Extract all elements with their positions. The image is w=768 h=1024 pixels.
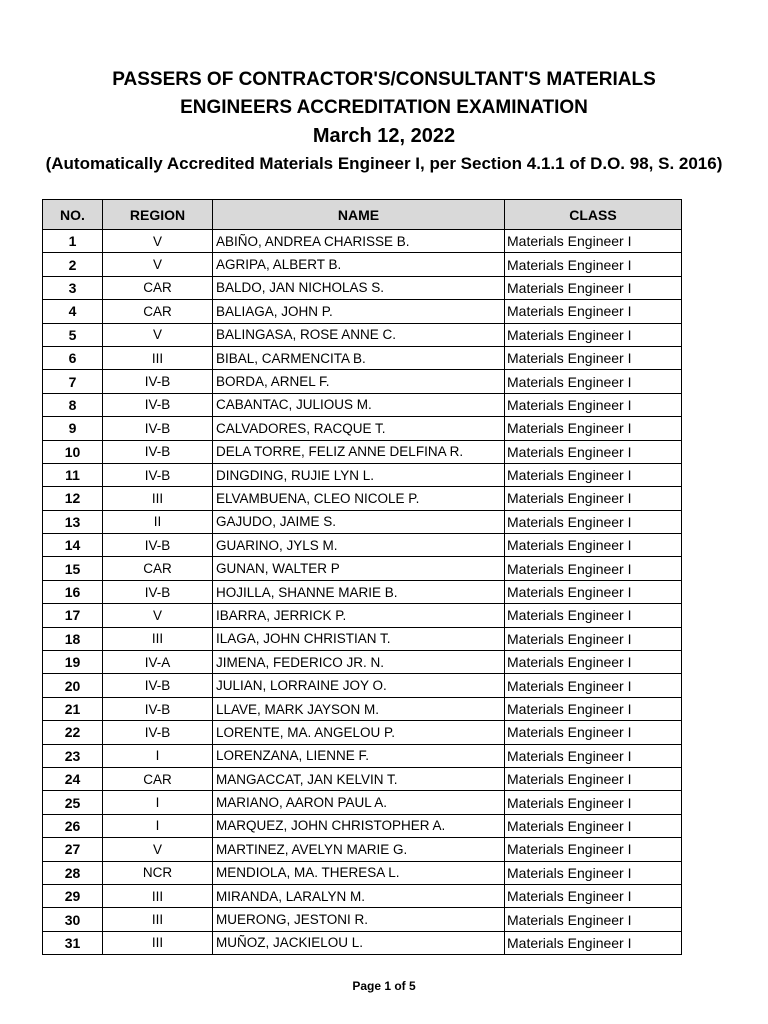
cell-region: IV-B <box>103 417 213 440</box>
cell-name: ABIÑO, ANDREA CHARISSE B. <box>213 230 505 253</box>
cell-name: GUNAN, WALTER P <box>213 557 505 580</box>
cell-class: Materials Engineer I <box>505 791 682 814</box>
document-title-line-2: ENGINEERS ACCREDITATION EXAMINATION <box>180 97 588 118</box>
cell-no: 25 <box>43 791 103 814</box>
cell-name: LORENZANA, LIENNE F. <box>213 744 505 767</box>
cell-name: BALIAGA, JOHN P. <box>213 300 505 323</box>
cell-region: V <box>103 604 213 627</box>
cell-class: Materials Engineer I <box>505 487 682 510</box>
cell-name: ELVAMBUENA, CLEO NICOLE P. <box>213 487 505 510</box>
cell-name: MUERONG, JESTONI R. <box>213 908 505 931</box>
cell-class: Materials Engineer I <box>505 323 682 346</box>
cell-name: MARIANO, AARON PAUL A. <box>213 791 505 814</box>
column-header-name: NAME <box>213 200 505 230</box>
cell-no: 18 <box>43 627 103 650</box>
cell-region: V <box>103 253 213 276</box>
cell-region: IV-B <box>103 370 213 393</box>
cell-region: IV-B <box>103 440 213 463</box>
cell-name: MENDIOLA, MA. THERESA L. <box>213 861 505 884</box>
cell-no: 8 <box>43 393 103 416</box>
cell-class: Materials Engineer I <box>505 300 682 323</box>
table-row <box>43 417 682 440</box>
table-header-row <box>43 200 682 230</box>
table-row <box>43 931 682 954</box>
cell-class: Materials Engineer I <box>505 931 682 954</box>
cell-no: 20 <box>43 674 103 697</box>
cell-no: 30 <box>43 908 103 931</box>
table-row <box>43 487 682 510</box>
cell-class: Materials Engineer I <box>505 814 682 837</box>
column-header-region: REGION <box>103 200 213 230</box>
cell-name: LORENTE, MA. ANGELOU P. <box>213 721 505 744</box>
document-title-line-1: PASSERS OF CONTRACTOR'S/CONSULTANT'S MATERIALS <box>112 69 656 90</box>
cell-no: 2 <box>43 253 103 276</box>
cell-no: 23 <box>43 744 103 767</box>
cell-name: BALINGASA, ROSE ANNE C. <box>213 323 505 346</box>
cell-name: GUARINO, JYLS M. <box>213 534 505 557</box>
cell-class: Materials Engineer I <box>505 440 682 463</box>
table-row <box>43 230 682 253</box>
table-row <box>43 346 682 369</box>
cell-class: Materials Engineer I <box>505 510 682 533</box>
table-row <box>43 557 682 580</box>
cell-class: Materials Engineer I <box>505 908 682 931</box>
cell-class: Materials Engineer I <box>505 697 682 720</box>
cell-no: 16 <box>43 580 103 603</box>
cell-name: BIBAL, CARMENCITA B. <box>213 346 505 369</box>
table-row <box>43 861 682 884</box>
table-row <box>43 651 682 674</box>
cell-no: 1 <box>43 230 103 253</box>
cell-no: 10 <box>43 440 103 463</box>
cell-region: NCR <box>103 861 213 884</box>
table-row <box>43 604 682 627</box>
passers-table <box>42 199 682 955</box>
table-row <box>43 440 682 463</box>
cell-no: 4 <box>43 300 103 323</box>
cell-region: II <box>103 510 213 533</box>
cell-name: DELA TORRE, FELIZ ANNE DELFINA R. <box>213 440 505 463</box>
cell-name: ILAGA, JOHN CHRISTIAN T. <box>213 627 505 650</box>
cell-no: 21 <box>43 697 103 720</box>
cell-no: 12 <box>43 487 103 510</box>
cell-region: III <box>103 908 213 931</box>
cell-no: 22 <box>43 721 103 744</box>
table-row <box>43 767 682 790</box>
cell-region: IV-B <box>103 534 213 557</box>
cell-no: 27 <box>43 838 103 861</box>
cell-no: 24 <box>43 767 103 790</box>
cell-no: 11 <box>43 463 103 486</box>
table-row <box>43 721 682 744</box>
table-row <box>43 463 682 486</box>
cell-no: 6 <box>43 346 103 369</box>
exam-date: March 12, 2022 <box>312 125 456 147</box>
cell-class: Materials Engineer I <box>505 417 682 440</box>
cell-region: III <box>103 627 213 650</box>
cell-name: IBARRA, JERRICK P. <box>213 604 505 627</box>
cell-name: MANGACCAT, JAN KELVIN T. <box>213 767 505 790</box>
page-number: Page 1 of 5 <box>352 979 416 993</box>
cell-region: I <box>103 744 213 767</box>
cell-name: MARTINEZ, AVELYN MARIE G. <box>213 838 505 861</box>
table-row <box>43 814 682 837</box>
table-row <box>43 510 682 533</box>
cell-region: CAR <box>103 557 213 580</box>
column-header-no: NO. <box>43 200 103 230</box>
cell-name: JIMENA, FEDERICO JR. N. <box>213 651 505 674</box>
cell-region: III <box>103 884 213 907</box>
cell-class: Materials Engineer I <box>505 230 682 253</box>
cell-name: CABANTAC, JULIOUS M. <box>213 393 505 416</box>
cell-region: IV-B <box>103 697 213 720</box>
cell-no: 7 <box>43 370 103 393</box>
cell-name: MARQUEZ, JOHN CHRISTOPHER A. <box>213 814 505 837</box>
cell-region: V <box>103 323 213 346</box>
cell-no: 29 <box>43 884 103 907</box>
table-row <box>43 300 682 323</box>
cell-class: Materials Engineer I <box>505 580 682 603</box>
table-row <box>43 370 682 393</box>
cell-no: 13 <box>43 510 103 533</box>
cell-class: Materials Engineer I <box>505 393 682 416</box>
cell-class: Materials Engineer I <box>505 276 682 299</box>
cell-class: Materials Engineer I <box>505 861 682 884</box>
cell-name: BALDO, JAN NICHOLAS S. <box>213 276 505 299</box>
cell-class: Materials Engineer I <box>505 534 682 557</box>
table-row <box>43 884 682 907</box>
cell-region: IV-A <box>103 651 213 674</box>
cell-class: Materials Engineer I <box>505 370 682 393</box>
cell-class: Materials Engineer I <box>505 674 682 697</box>
cell-region: III <box>103 346 213 369</box>
cell-name: DINGDING, RUJIE LYN L. <box>213 463 505 486</box>
cell-name: JULIAN, LORRAINE JOY O. <box>213 674 505 697</box>
table-row <box>43 674 682 697</box>
cell-name: HOJILLA, SHANNE MARIE B. <box>213 580 505 603</box>
cell-class: Materials Engineer I <box>505 253 682 276</box>
table-row <box>43 908 682 931</box>
cell-class: Materials Engineer I <box>505 884 682 907</box>
cell-region: V <box>103 838 213 861</box>
cell-region: III <box>103 931 213 954</box>
table-row <box>43 323 682 346</box>
cell-region: CAR <box>103 300 213 323</box>
table-row <box>43 393 682 416</box>
cell-no: 19 <box>43 651 103 674</box>
cell-name: GAJUDO, JAIME S. <box>213 510 505 533</box>
table-row <box>43 744 682 767</box>
cell-no: 9 <box>43 417 103 440</box>
cell-class: Materials Engineer I <box>505 627 682 650</box>
table-row <box>43 253 682 276</box>
cell-region: I <box>103 791 213 814</box>
cell-region: CAR <box>103 767 213 790</box>
cell-region: IV-B <box>103 674 213 697</box>
table-row <box>43 276 682 299</box>
cell-name: MIRANDA, LARALYN M. <box>213 884 505 907</box>
table-row <box>43 838 682 861</box>
cell-region: IV-B <box>103 393 213 416</box>
cell-class: Materials Engineer I <box>505 557 682 580</box>
cell-class: Materials Engineer I <box>505 651 682 674</box>
cell-name: BORDA, ARNEL F. <box>213 370 505 393</box>
cell-region: IV-B <box>103 463 213 486</box>
cell-no: 26 <box>43 814 103 837</box>
cell-region: III <box>103 487 213 510</box>
cell-no: 17 <box>43 604 103 627</box>
cell-class: Materials Engineer I <box>505 838 682 861</box>
cell-no: 15 <box>43 557 103 580</box>
cell-region: IV-B <box>103 580 213 603</box>
cell-class: Materials Engineer I <box>505 744 682 767</box>
table-row <box>43 534 682 557</box>
cell-region: CAR <box>103 276 213 299</box>
cell-no: 3 <box>43 276 103 299</box>
cell-name: MUÑOZ, JACKIELOU L. <box>213 931 505 954</box>
cell-name: CALVADORES, RACQUE T. <box>213 417 505 440</box>
cell-no: 5 <box>43 323 103 346</box>
cell-no: 28 <box>43 861 103 884</box>
cell-name: AGRIPA, ALBERT B. <box>213 253 505 276</box>
cell-class: Materials Engineer I <box>505 463 682 486</box>
table-row <box>43 580 682 603</box>
table-row <box>43 791 682 814</box>
cell-no: 31 <box>43 931 103 954</box>
table-row <box>43 697 682 720</box>
cell-class: Materials Engineer I <box>505 604 682 627</box>
column-header-class: CLASS <box>505 200 682 230</box>
cell-no: 14 <box>43 534 103 557</box>
table-body <box>43 230 682 955</box>
cell-region: V <box>103 230 213 253</box>
cell-region: I <box>103 814 213 837</box>
document-subtitle: (Automatically Accredited Materials Engineer I, per Section 4.1.1 of D.O. 98, S. 2016) <box>45 154 723 173</box>
cell-class: Materials Engineer I <box>505 721 682 744</box>
cell-class: Materials Engineer I <box>505 767 682 790</box>
cell-region: IV-B <box>103 721 213 744</box>
cell-class: Materials Engineer I <box>505 346 682 369</box>
cell-name: LLAVE, MARK JAYSON M. <box>213 697 505 720</box>
table-row <box>43 627 682 650</box>
